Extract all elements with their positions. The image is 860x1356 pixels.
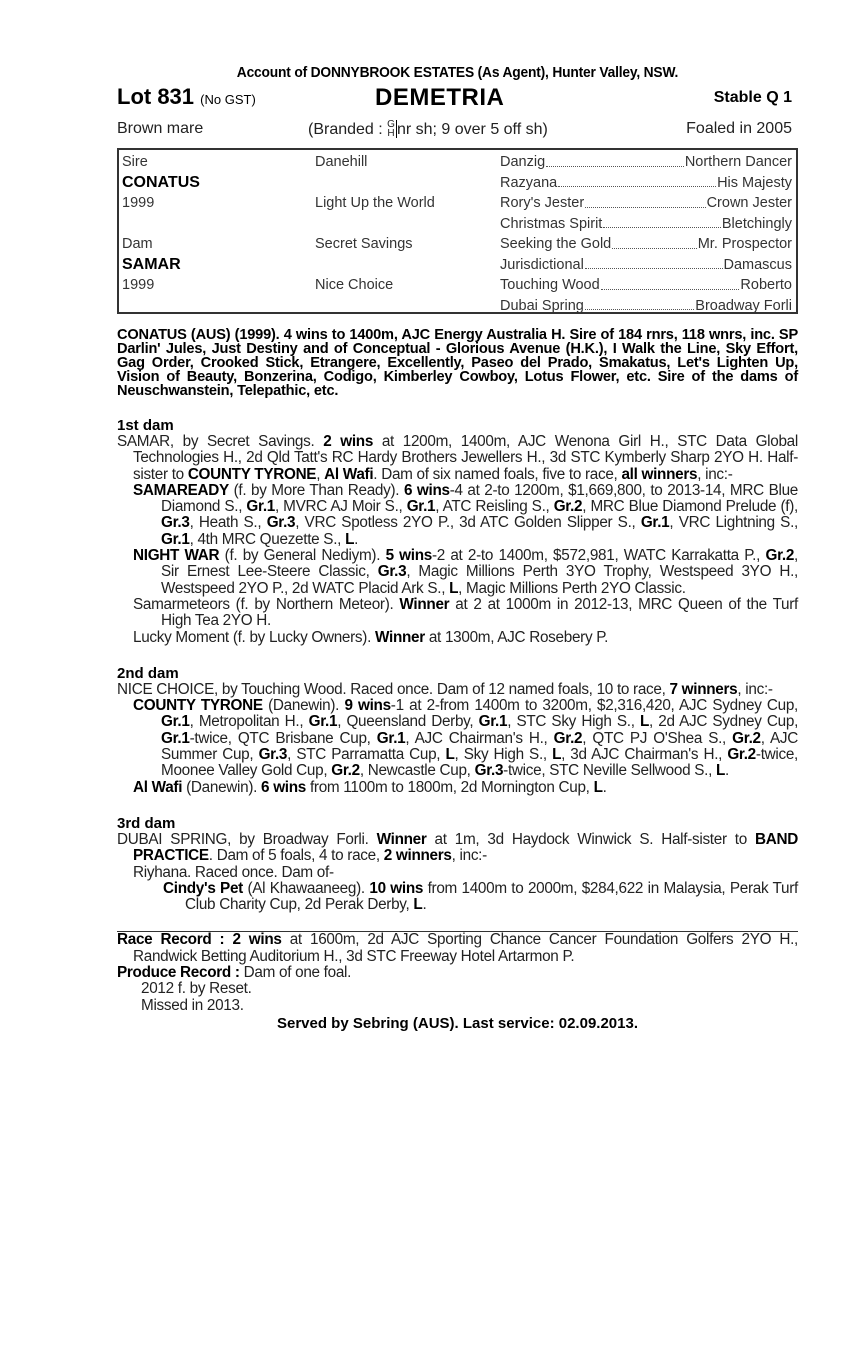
lot-label: Lot 831 [117,84,195,109]
pedigree-line [500,255,792,276]
pedigree-name: 1999 [122,277,155,293]
pedigree-name: 1999 [122,195,155,211]
bold-text: L [449,579,459,597]
bold-text: Gr.2 [553,498,583,516]
pedigree-line [500,152,792,173]
bold-text: Gr.3 [377,563,407,581]
text: at 1600m, 2d AJC Sporting Chance Cancer Foundation Golfers 2YO H., Randwick Betting Auditorium H., 3d STC Freeway Hotel Artarmon P. [133,931,799,965]
sire-summary: CONATUS (AUS) (1999). 4 wins to 1400m, AJC Energy Australia H. Sire of 184 rnrs, 118 wnrs, inc. SP Darlin' Jules, Just Destiny and of Conceptual - Glorious Avenue (H.K.), I Walk the Line, Sky Effort, Gag Order, Crooked Stick, Etrangere, Excellently, Paseo del Prado, Smakatus, Let's Lighten Up, Vision of Beauty, Bonzerina, Codigo, Kimberley Cowboy, Lotus Flower, etc. Sire of the dams of Neuschwanstein, Telepathic, etc. [117,327,798,399]
foaled-year: Foaled in 2005 [686,120,792,137]
text: , MVRC AJ Moir S., [274,498,407,516]
pedigree-sire: Jurisdictional [500,256,584,273]
bold-text: Winner [376,830,427,848]
text: from 1400m to 2000m, $284,622 in Malaysia, Perak Turf Club Charity Cup, 2d Perak Derby, [185,879,798,914]
text: Lucky Moment (f. by Lucky Owners). [133,628,375,646]
pedigree-dam-sire: Roberto [740,277,792,293]
text: . Dam of six named foals, five to race, [373,465,622,483]
pedigree-sire: Seeking the Gold [500,236,612,252]
stable-location: Stable Q 1 [713,89,792,106]
bold-text: Gr.2 [732,729,761,747]
pedigree-name [315,255,435,276]
pedigree-name [315,296,435,317]
text: , inc:- [697,465,733,483]
pedigree-dam-sire: Crown Jester [706,195,792,211]
brand-bottom: H [387,128,395,139]
bold-text: L [345,530,355,548]
bold-text: 9 wins [344,697,391,715]
text: , Sir Ernest Lee-Steere Classic, [161,547,798,581]
bold-text: L [639,713,650,731]
text: , [316,465,325,483]
bold-text: Gr.1 [406,498,436,516]
leader-dots [585,296,694,311]
text: DUBAI SPRING, by Broadway Forli. [117,830,377,848]
text: . [354,530,359,548]
text: -twice, Moonee Valley Gold Cup, [161,746,799,780]
pedigree-name [315,173,435,194]
bold-text: 7 winners [669,680,738,698]
text: Riyhana. Raced once. Dam of- [133,863,334,881]
pedigree-name: CONATUS [122,173,200,191]
pedigree-line [500,173,792,194]
brand-mark [387,120,397,138]
pedigree-col-grandparents [315,152,435,316]
pedigree-line [500,214,792,235]
paragraph [117,698,798,779]
bold-text: Produce Record : [117,964,240,982]
text: (Al Khawaaneeg). [242,879,370,897]
paragraph [117,881,798,914]
bold-text: Gr.2 [765,547,795,565]
paragraph [117,682,798,698]
paragraph [117,981,798,997]
records-section [117,932,798,1013]
horse-name: DEMETRIA [375,84,505,111]
pedigree-dam-sire: Broadway Forli [695,297,792,314]
text: Missed in 2013. [141,996,244,1014]
bold-text: 2 winners [383,847,452,865]
bold-text: BAND PRACTICE [133,830,798,865]
text: , 2d AJC Sydney Cup, [649,713,799,731]
text: at 1200m, 1400m, AJC Wenona Girl H., STC Data Global Technologies H., 2d Qld Tatt's RC Hardy Brothers Jewellers H., 3d STC Kymberly Sharp 2YO H. Half-sister to [133,433,798,483]
bold-text: L [413,896,423,914]
pedigree-line [500,296,792,317]
text: , QTC PJ O'Shea S., [582,729,733,747]
paragraph [117,630,798,646]
pedigree-sire: Christmas Spirit [500,215,603,232]
paragraph [117,932,798,965]
bold-text: Gr.1 [308,713,338,731]
text: Dam of one foal. [239,964,352,982]
bold-text: Al Wafi [324,465,374,483]
bold-text: 6 wins [261,778,307,796]
pedigree-dam-sire: Damascus [723,256,792,273]
section-heading: 2nd dam [117,664,179,682]
text: , STC Parramatta Cup, [287,746,446,764]
text: , AJC Chairman's H., [405,729,554,747]
leader-dots [585,255,723,270]
text: -2 at 2-to 1400m, $572,981, WATC Karrakatta P., [431,547,766,565]
text: , Sky High S., [454,746,553,764]
text: , AJC Summer Cup, [161,729,799,764]
paragraph [117,597,798,630]
text: , 4th MRC Quezette S., [189,530,346,548]
section-heading: 1st dam [117,417,174,434]
text: , inc:- [451,847,487,865]
text: , Queensland Derby, [337,713,479,731]
pedigree-dam-sire: Bletchingly [721,215,792,232]
catalogue-page [117,64,798,1032]
leader-dots [546,152,684,167]
bold-text: COUNTY TYRONE [187,465,317,483]
pedigree-name: Danehill [315,154,368,170]
bold-text: Race Record : 2 wins [117,931,282,949]
text: , 3d AJC Chairman's H., [561,746,728,764]
text: (Danewin). [262,697,345,715]
text: . [602,778,607,796]
paragraph [117,548,798,597]
text: , Magic Millions Perth 3YO Trophy, Westspeed 3YO H., Westspeed 2YO P., 2d WATC Placid Ark S., [161,563,798,597]
paragraph [117,865,798,881]
bold-text: Gr.1 [246,498,275,516]
text: at 1300m, AJC Rosebery P. [424,628,609,646]
text: -twice, QTC Brisbane Cup, [189,729,377,747]
text: , MRC Blue Diamond Prelude (f), [582,498,798,516]
text: , Metropolitan H., [189,713,309,731]
pedigree-table [117,148,798,314]
pedigree-name: Secret Savings [315,236,413,252]
bold-text: L [716,762,726,780]
bold-text: Gr.3 [258,746,288,764]
text: at 1m, 3d Haydock Winwick S. Half-sister to [426,830,755,848]
text: from 1100m to 1800m, 2d Mornington Cup, [306,778,594,796]
pedigree-name: SAMAR [122,255,181,273]
bold-text: Cindy's Pet [163,879,243,897]
text: , Magic Millions Perth 2YO Classic. [458,579,686,597]
bold-text: 5 wins [385,547,432,565]
pedigree-name [315,214,435,235]
text: Samarmeteors (f. by Northern Meteor). [133,595,400,613]
vendor-account: Account of DONNYBROOK ESTATES (As Agent), Hunter Valley, NSW. [236,64,679,81]
text: NICE CHOICE, by Touching Wood. Raced once. Dam of 12 named foals, 10 to race, [117,680,670,698]
brand-suffix: nr sh; 9 over 5 off sh) [396,121,548,138]
bold-text: Winner [374,628,425,646]
bold-text: Al Wafi [133,778,183,796]
pedigree-line [500,234,792,255]
pedigree-name: Nice Choice [315,277,394,293]
text: , Heath S., [189,514,267,532]
section-heading: 3rd dam [117,814,176,832]
bold-text: COUNTY TYRONE [133,697,263,715]
leader-dots [585,193,705,208]
brand-top: G [387,119,395,130]
text: -1 at 2-from 1400m to 3200m, $2,316,420, AJC Sydney Cup, [390,697,798,715]
bold-text: NIGHT WAR [133,547,220,565]
pedigree-dam-sire: Mr. Prospector [697,236,792,252]
text: , STC Sky High S., [507,713,640,731]
bold-text: Gr.3 [474,762,504,780]
paragraph [117,998,798,1014]
leader-dots [601,275,740,290]
text: (Danewin). [182,778,262,796]
pedigree-sire: Rory's Jester [500,195,585,211]
text: at 2 at 1000m in 2012-13, MRC Queen of the Turf High Tea 2YO H. [161,595,798,630]
text: . Dam of 5 foals, 4 to race, [208,847,384,865]
pedigree-name: Light Up the World [315,195,435,211]
text: SAMAR, by Secret Savings. [117,433,324,450]
leader-dots [558,173,716,188]
bold-text: Gr.2 [727,746,756,764]
text: , ATC Reisling S., [435,498,554,516]
bold-text: Gr.1 [478,713,508,731]
paragraph [117,965,798,981]
bold-text: 6 wins [403,481,450,499]
text: , inc:- [737,680,773,698]
paragraph [117,780,798,796]
text: (f. by General Nediym). [219,547,386,565]
pedigree-name: Sire [122,154,148,170]
pedigree-name [122,214,200,235]
pedigree-name: Dam [122,236,153,252]
text: , VRC Spotless 2YO P., 3d ATC Golden Slipper S., [295,514,641,532]
text: , Newcastle Cup, [359,762,475,780]
horse-description: Brown mare [117,120,204,137]
pedigree-col-great-grandparents [500,152,792,316]
pedigree-dam-sire: His Majesty [717,174,792,191]
text: . [725,762,729,780]
leader-dots [603,214,721,229]
gst-note: (No GST) [200,92,256,107]
brand-prefix: (Branded : [308,121,388,138]
bold-text: Gr.1 [376,729,406,747]
pedigree-line [500,193,792,214]
pedigree-sire: Razyana [500,174,558,191]
bold-text: Gr.1 [161,729,190,747]
pedigree-sire: Danzig [500,154,546,170]
bold-text: L [445,746,455,764]
paragraph [117,483,798,548]
text: 2012 f. by Reset. [141,980,252,998]
bold-text: all winners [621,465,698,483]
bold-text: Gr.3 [161,514,190,532]
pedigree-sire: Dubai Spring [500,297,584,314]
pedigree-line [500,275,792,296]
bold-text: Gr.1 [161,530,190,548]
pedigree-name [122,296,200,317]
lot-number [117,84,256,110]
paragraph [117,434,798,483]
text: (f. by More Than Ready). [228,481,404,499]
pedigree-col-parents [122,152,200,316]
bold-text: Gr.2 [331,762,360,780]
paragraph [117,832,798,865]
service-info: Served by Sebring (AUS). Last service: 02.09.2013. [276,1014,638,1032]
text: . [422,896,427,914]
bold-text: Gr.2 [553,729,583,747]
text: -twice, STC Neville Sellwood S., [503,762,716,780]
brand-info [308,120,548,139]
pedigree-sire: Touching Wood [500,277,600,293]
bold-text: L [593,778,603,796]
pedigree-dam-sire: Northern Dancer [684,154,792,170]
text: -4 at 2-to 1200m, $1,669,800, to 2013-14, MRC Blue Diamond S., [161,481,799,516]
bold-text: 2 wins [323,433,374,450]
bold-text: Winner [399,595,450,613]
bold-text: 10 wins [369,879,424,897]
bold-text: Gr.1 [640,514,670,532]
leader-dots [612,234,696,249]
bold-text: SAMAREADY [133,481,229,499]
bold-text: L [552,746,562,764]
bold-text: Gr.1 [161,713,190,731]
bold-text: Gr.3 [266,514,296,532]
text: , VRC Lightning S., [669,514,798,532]
dam-sections [117,418,798,913]
